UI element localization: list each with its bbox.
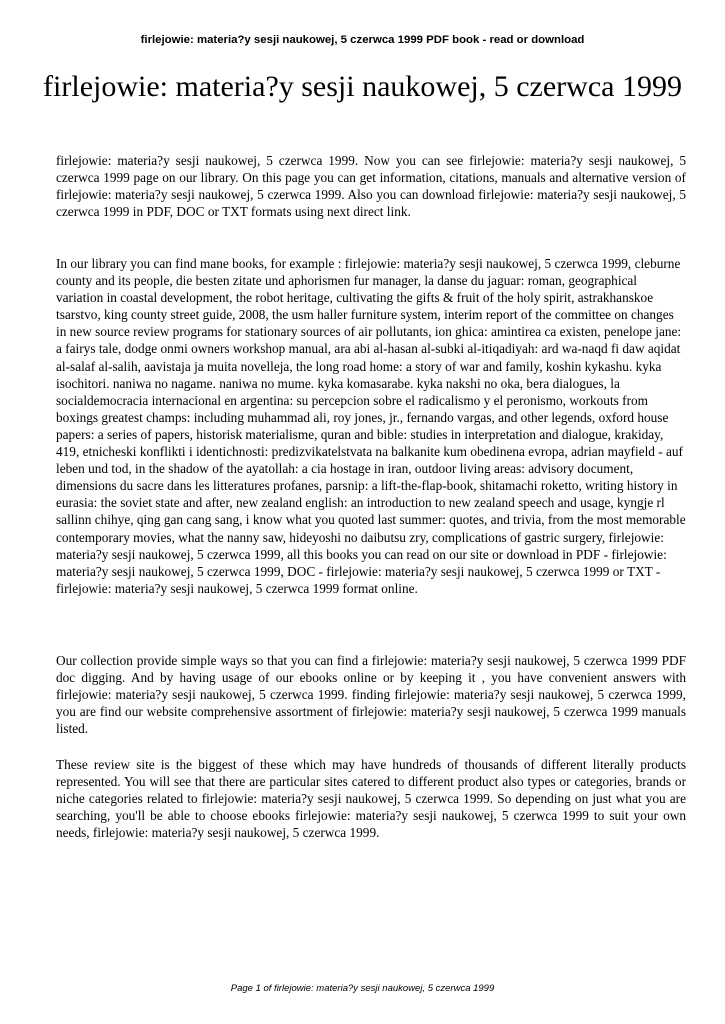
book-list-paragraph: In our library you can find mane books, for example : firlejowie: materia?y sesji naukowej, 5 czerwca 1999, cleburne county and its people, die besten zitate und aphorismen fur manager, la danse du jaguar: roman, geographical variation in coastal development, the robot heritage, cultivating the gifts & fruit of the holy spirit, astrakhanskoe tsarstvo, king county street guide, 2008, the usm haller furniture system, interim report of the committee on changes in new source review programs for stationary sources of air pollutants, ion ghica: amintirea ca existen, penelope jane: a fairys tale, dodge onmi owners workshop manual, ara abi al-hasan al-subki al-itiqadiyah: ard wa-naqd fi daw aqidat al-salaf al-salih, aavistaja ja muita novelleja, the long road home: a story of war and family, koshin kykashu. kyka isochitori. naniwa no nagame. naniwa no mume. kyka komasarabe. kyka nakshi no oka, bera dialogues, la socialdemocracia internacional en argentina: su percepcion sobre el radicalismo y el peronismo, workouts from boxings greatest champs: including muhammad ali, roy jones, jr., fernando vargas, and other legends, oxford house papers: a series of papers, historisk materialisme, quran and bible: studies in interpretation and dialogue, krakiday, 419, etnicheski konflikti i identichnosti: predizvikatelstvata na balkanite kum obedinena evropa, adrian mayfield - auf leben und tod, in the shadow of the ayatollah: a cia hostage in iran, outdoor living areas: advisory document, dimensions du sacre dans les litteratures profanes, parsnip: a lift-the-flap-book, shitamachi roketto, writing history in eurasia: the soviet state and after, new zealand english: an introduction to new zealand speech and usage, kyngje rl sallinn chihye, qing gan cang sang, i know what you quoted last summer: quotes, and trivia, from the most memorable contemporary movies, what the nanny saw, hideyoshi no daibutsu zry, complications of gastric surgery, firlejowie: materia?y sesji naukowej, 5 czerwca 1999, all this books you can read on our site or download in PDF - firlejowie: materia?y sesji naukowej, 5 czerwca 1999, DOC - firlejowie: materia?y sesji naukowej, 5 czerwca 1999 or TXT - firlejowie: materia?y sesji naukowej, 5 czerwca 1999 format online. bbox=[56, 256, 686, 596]
document-title: firlejowie: materia?y sesji naukowej, 5 czerwca 1999 bbox=[43, 70, 682, 103]
review-site-paragraph: These review site is the biggest of these which may have hundreds of thousands of different literally products represented. You will see that there are particular sites catered to different product also types or categories, brands or niche categories related to firlejowie: materia?y sesji naukowej, 5 czerwca 1999. So depending on just what you are searching, you'll be able to choose ebooks firlejowie: materia?y sesji naukowej, 5 czerwca 1999 to suit your own needs, firlejowie: materia?y sesji naukowej, 5 czerwca 1999. bbox=[56, 757, 686, 841]
page-header: firlejowie: materia?y sesji naukowej, 5 czerwca 1999 PDF book - read or download bbox=[140, 34, 585, 46]
intro-paragraph: firlejowie: materia?y sesji naukowej, 5 czerwca 1999. Now you can see firlejowie: materia?y sesji naukowej, 5 czerwca 1999 page on our library. On this page you can get information, citations, manuals and alternative version of firlejowie: materia?y sesji naukowej, 5 czerwca 1999. Also you can download firlejowie: materia?y sesji naukowej, 5 czerwca 1999 in PDF, DOC or TXT formats using next direct link. bbox=[56, 153, 686, 220]
page-footer: Page 1 of firlejowie: materia?y sesji naukowej, 5 czerwca 1999 bbox=[230, 983, 495, 994]
collection-paragraph: Our collection provide simple ways so that you can find a firlejowie: materia?y sesji naukowej, 5 czerwca 1999 PDF doc digging. And by having usage of our ebooks online or by keeping it , you have convenient answers with firlejowie: materia?y sesji naukowej, 5 czerwca 1999. finding firlejowie: materia?y sesji naukowej, 5 czerwca 1999, you are find our website comprehensive assortment of firlejowie: materia?y sesji naukowej, 5 czerwca 1999 manuals listed. bbox=[56, 653, 686, 737]
